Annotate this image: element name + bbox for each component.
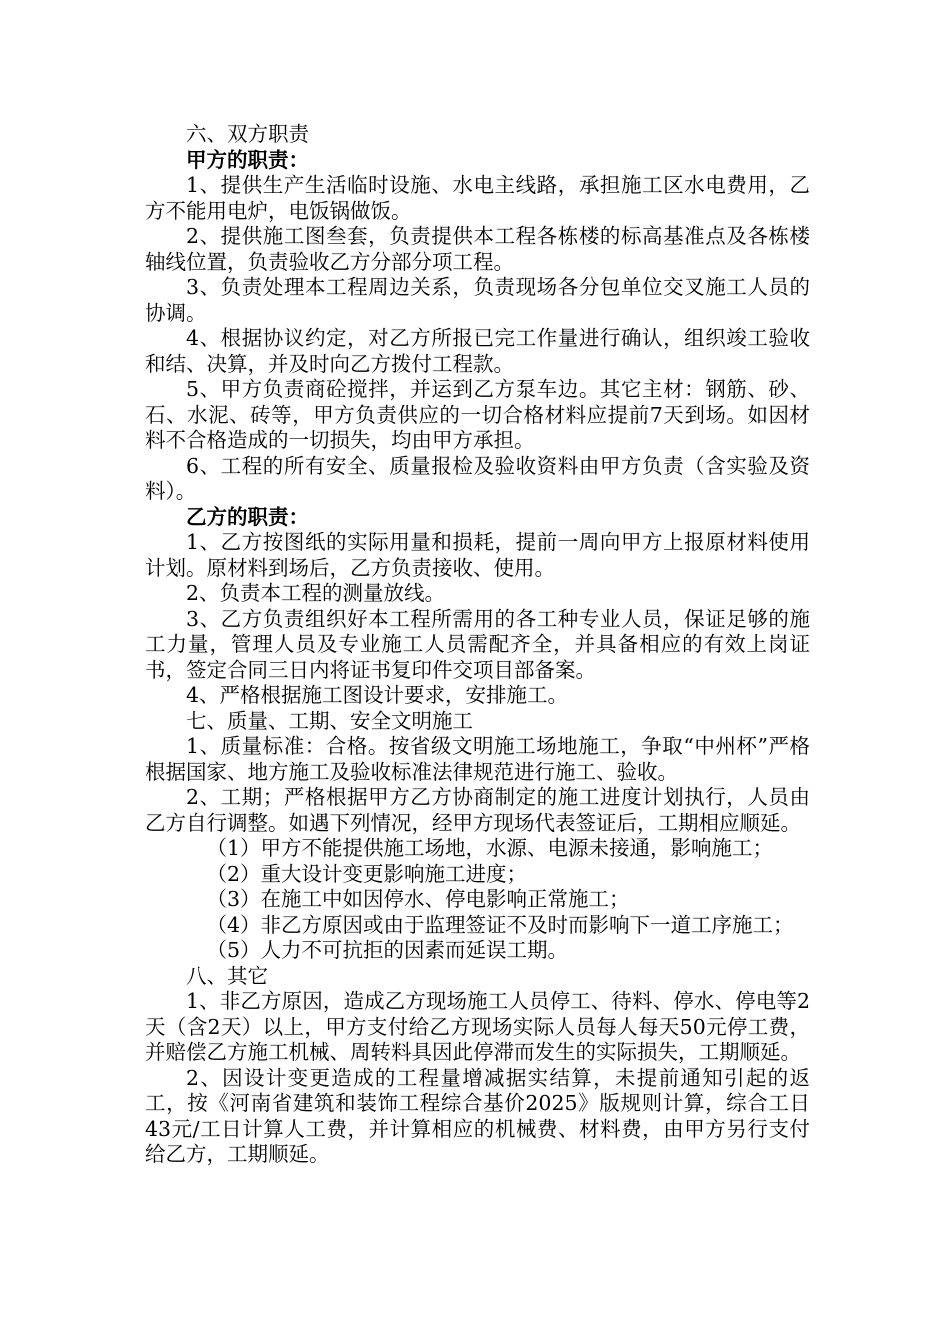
party-a-duty-4: 4、根据协议约定，对乙方所报已完工作量进行确认，组织竣工验收和结、决算，并及时向乙方拨付工程款。 xyxy=(145,326,810,376)
delay-condition-3: （3）在施工中如因停水、停电影响正常施工； xyxy=(206,887,630,911)
party-a-duty-3: 3、负责处理本工程周边关系，负责现场各分包单位交叉施工人员的协调。 xyxy=(145,275,810,325)
quality-item-2: 2、工期；严格根据甲方乙方协商制定的施工进度计划执行，人员由乙方自行调整。如遇下列情况，经甲方现场代表签证后，工期相应顺延。 xyxy=(145,785,810,835)
party-b-duty-1: 1、乙方按图纸的实际用量和损耗，提前一周向甲方上报原材料使用计划。原材料到场后，乙方负责接收、使用。 xyxy=(145,530,810,580)
party-a-duty-2: 2、提供施工图叁套，负责提供本工程各栋楼的标高基准点及各栋楼轴线位置，负责验收乙方分部分项工程。 xyxy=(145,224,810,274)
party-b-duty-4: 4、严格根据施工图设计要求，安排施工。 xyxy=(186,683,569,707)
document-body xyxy=(145,122,810,1168)
party-a-duty-6: 6、工程的所有安全、质量报检及验收资料由甲方负责（含实验及资料）。 xyxy=(145,453,810,503)
party-a-heading: 甲方的职责： xyxy=(186,147,309,172)
delay-condition-1: （1）甲方不能提供施工场地，水源、电源未接通，影响施工； xyxy=(206,836,774,860)
party-b-duty-3: 3、乙方负责组织好本工程所需用的各工种专业人员，保证足够的施工力量，管理人员及专业施工人员需配齐全，并具备相应的有效上岗证书，签定合同三日内将证书复印件交项目部备案。 xyxy=(145,606,810,682)
delay-condition-5: （5）人力不可抗拒的因素而延误工期。 xyxy=(206,938,569,962)
quality-item-1: 1、质量标准：合格。按省级文明施工场地施工，争取“中州杯”严格根据国家、地方施工及验收标准法律规范进行施工、验收。 xyxy=(145,734,810,784)
party-a-duty-1: 1、提供生产生活临时设施、水电主线路，承担施工区水电费用，乙方不能用电炉，电饭锅做饭。 xyxy=(145,173,810,223)
section-heading-other: 八、其它 xyxy=(186,963,268,988)
section-heading-quality: 七、质量、工期、安全文明施工 xyxy=(186,708,473,733)
delay-condition-4: （4）非乙方原因或由于监理签证不及时而影响下一道工序施工； xyxy=(206,912,794,937)
section-heading-duties: 六、双方职责 xyxy=(186,122,309,146)
delay-condition-2: （2）重大设计变更影响施工进度； xyxy=(206,861,528,886)
party-b-duty-2: 2、负责本工程的测量放线。 xyxy=(186,581,446,605)
party-b-heading: 乙方的职责： xyxy=(186,504,309,529)
party-a-duty-5: 5、甲方负责商砼搅拌，并运到乙方泵车边。其它主材：钢筋、砂、石、水泥、砖等，甲方负责供应的一切合格材料应提前7天到场。如因材料不合格造成的一切损失，均由甲方承担。 xyxy=(145,377,810,452)
other-item-1: 1、非乙方原因，造成乙方现场施工人员停工、待料、停水、停电等2天（含2天）以上，甲方支付给乙方现场实际人员每人每天50元停工费，并赔偿乙方施工机械、周转料具因此停滞而发生的实际损失，工期顺延。 xyxy=(145,989,810,1064)
other-item-2: 2、因设计变更造成的工程量增减据实结算，未提前通知引起的返工，按《河南省建筑和装饰工程综合基价2025》版规则计算，综合工日43元/工日计算人工费，并计算相应的机械费、材料费，由甲方另行支付给乙方，工期顺延。 xyxy=(145,1065,810,1166)
